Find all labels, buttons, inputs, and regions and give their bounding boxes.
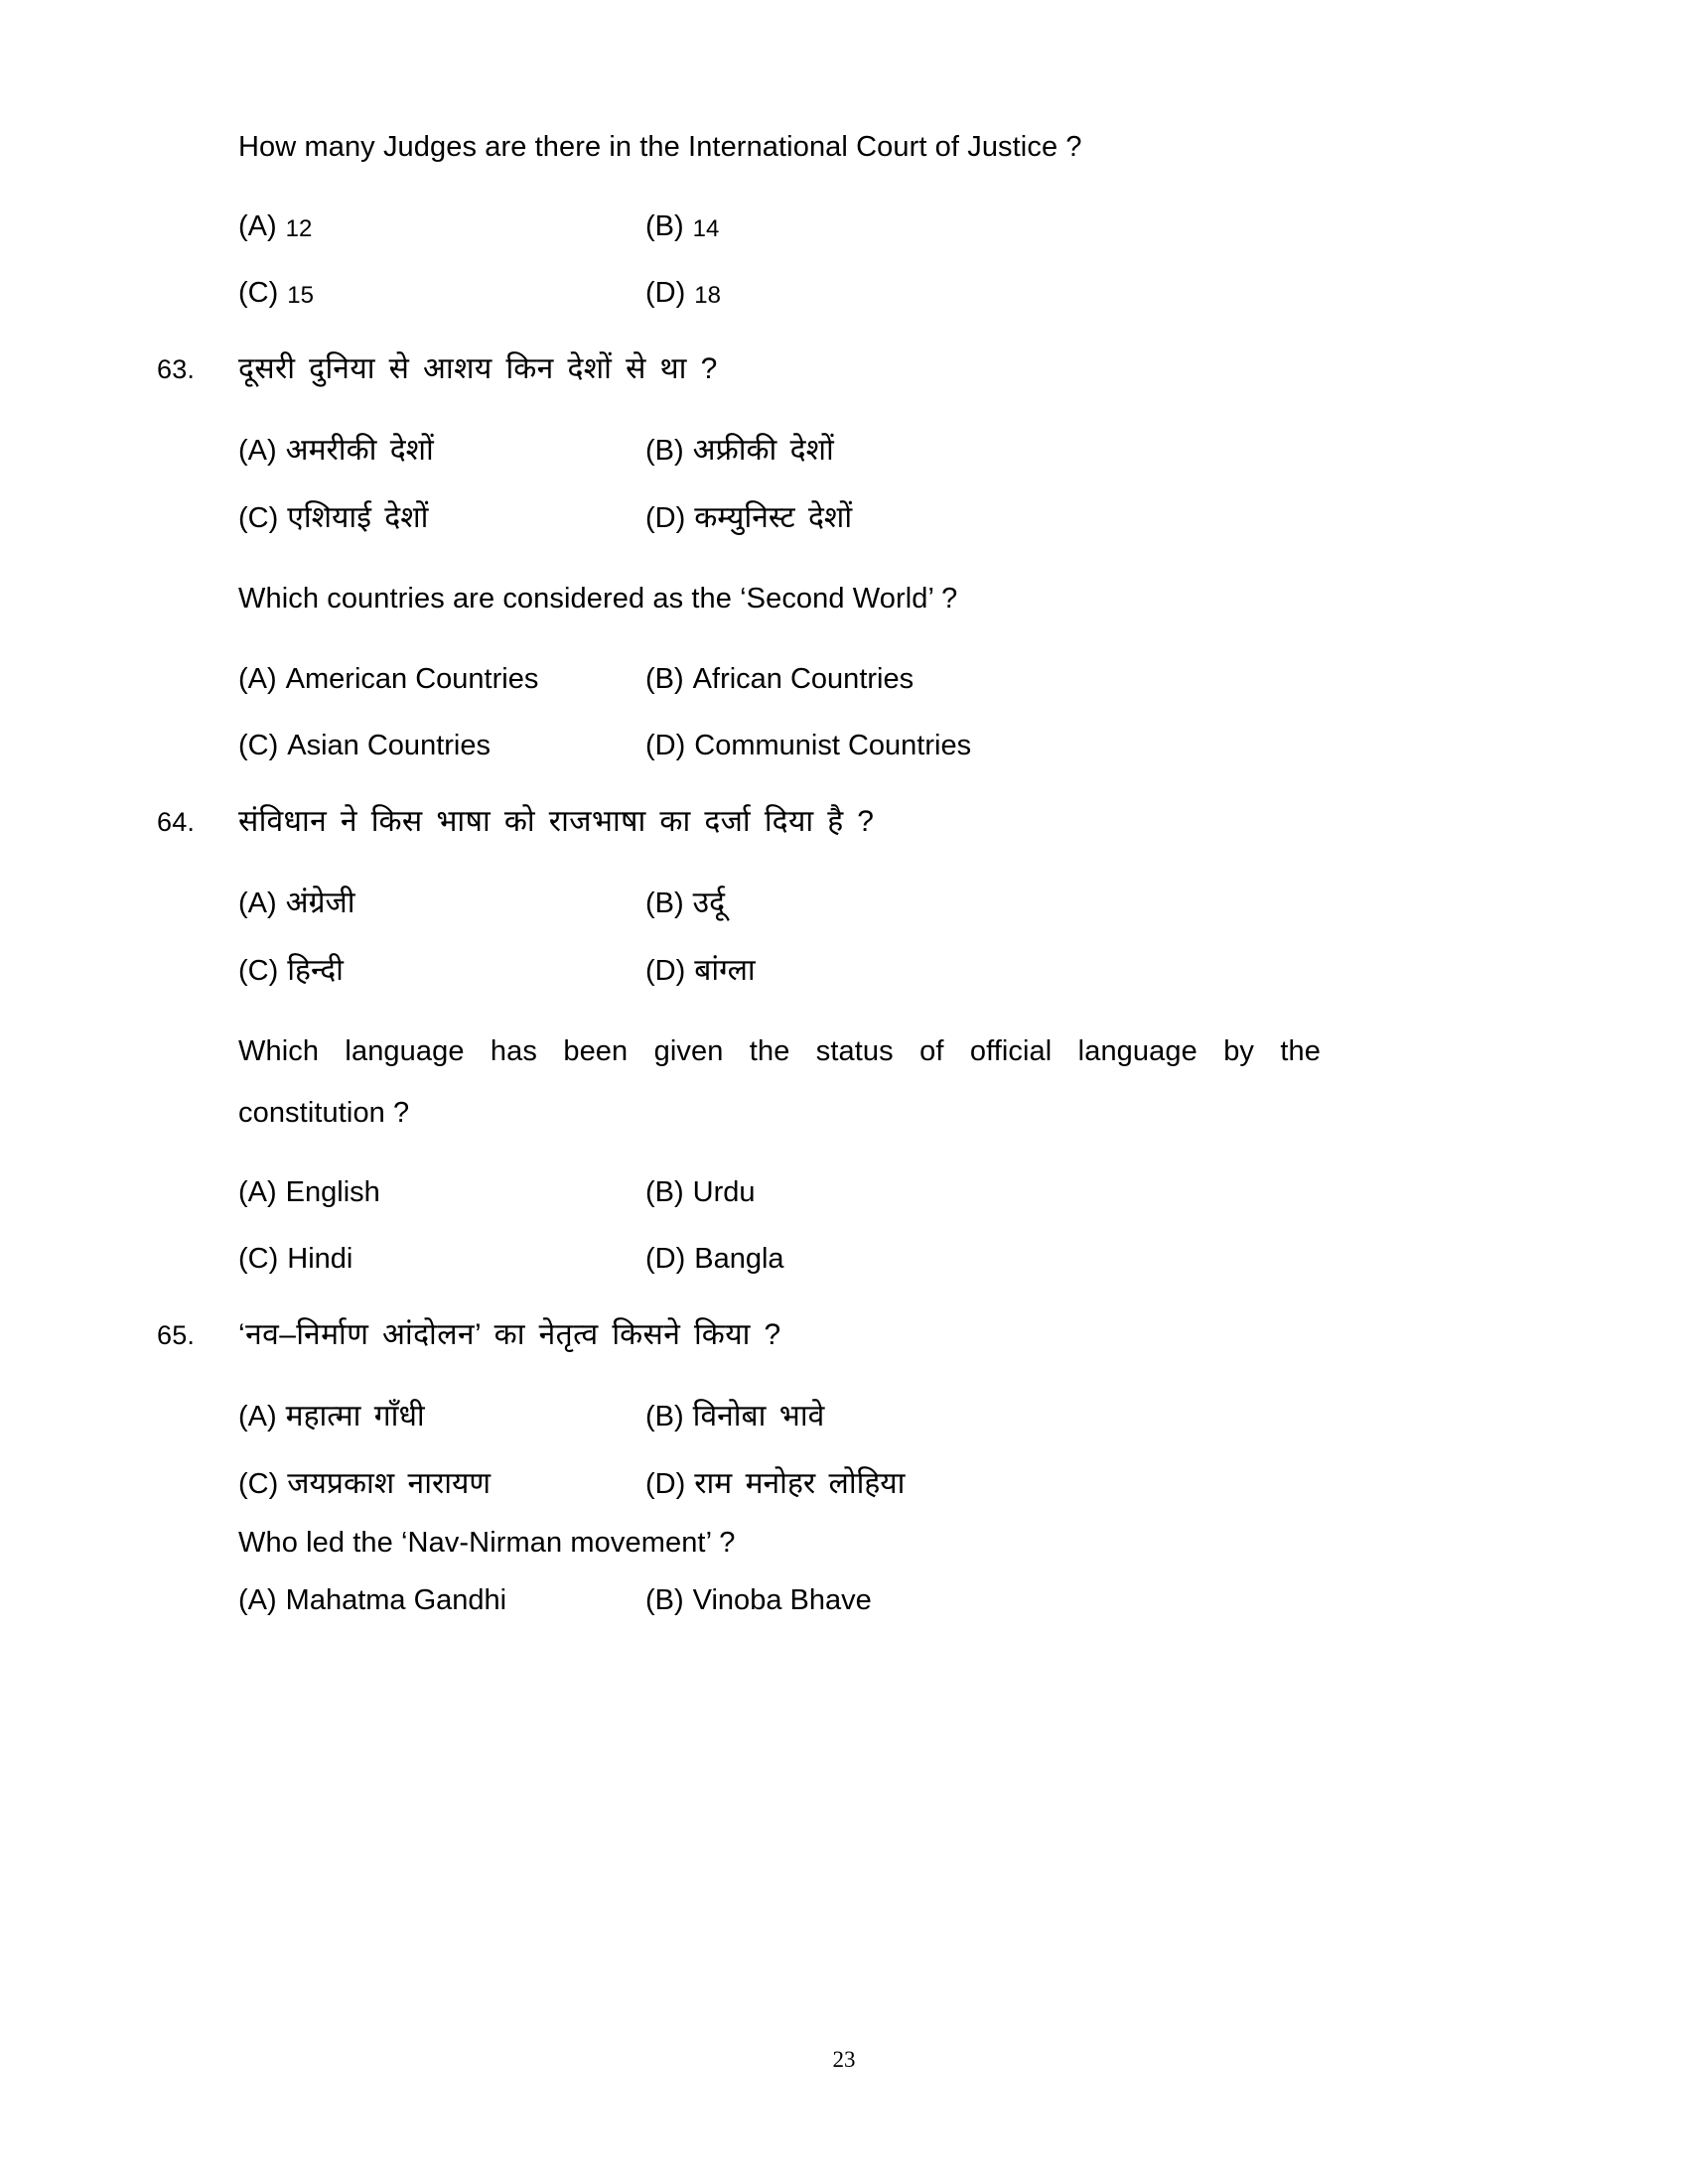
- option-d-value: Communist Countries: [694, 729, 972, 761]
- option-d-value: बांग्ला: [694, 953, 756, 987]
- question-row-64: [157, 802, 1390, 841]
- option-a[interactable]: [238, 212, 645, 241]
- option-d-label: (D): [645, 1468, 686, 1500]
- option-d[interactable]: [645, 279, 1390, 308]
- option-c-value: 15: [287, 282, 314, 310]
- option-b-value: African Countries: [692, 662, 914, 695]
- question-text-english-63: Which countries are considered as the ‘Second World’ ?: [238, 583, 958, 615]
- option-c-label: (C): [238, 1468, 279, 1500]
- option-a-english[interactable]: [238, 1586, 645, 1615]
- option-d-label: (D): [645, 1243, 686, 1275]
- options-grid-english-65: [238, 1586, 1390, 1615]
- option-c-english[interactable]: [238, 1245, 645, 1274]
- option-b-label: (B): [645, 435, 684, 468]
- option-a-value: American Countries: [285, 662, 539, 695]
- option-c-hindi[interactable]: [238, 953, 645, 987]
- option-a-label: (A): [238, 1176, 277, 1208]
- question-block-icj: [238, 129, 1390, 308]
- option-d-value: Bangla: [694, 1243, 784, 1275]
- option-a-label: (A): [238, 210, 277, 243]
- option-a-label: (A): [238, 662, 277, 695]
- question-row-63-english: [238, 581, 1390, 616]
- option-b-label: (B): [645, 210, 684, 243]
- option-d-label: (D): [645, 954, 686, 987]
- option-a-hindi[interactable]: [238, 436, 645, 466]
- option-b-value: अफ्रीकी देशों: [692, 434, 834, 468]
- option-d-hindi[interactable]: [645, 953, 1390, 987]
- question-row-63: [157, 349, 1390, 388]
- options-grid-hindi-63-2: [238, 503, 1390, 533]
- option-a-english[interactable]: [238, 1178, 645, 1207]
- option-c-label: (C): [238, 954, 279, 987]
- option-d-label: (D): [645, 729, 686, 761]
- question-text-hindi-63: दूसरी दुनिया से आशय किन देशों से था ?: [238, 352, 718, 386]
- option-c-label: (C): [238, 729, 279, 761]
- option-a-value: English: [285, 1176, 380, 1208]
- options-grid-english-63: [238, 662, 1390, 695]
- option-a-value: अमरीकी देशों: [285, 434, 434, 468]
- question-block-65: [157, 1315, 1390, 1617]
- question-number-65: 65.: [157, 1320, 196, 1350]
- option-d-hindi[interactable]: [645, 1469, 1390, 1499]
- option-a-label: (A): [238, 435, 277, 468]
- option-c-value: हिन्दी: [287, 953, 344, 987]
- option-b-value: उर्दू: [692, 886, 726, 919]
- option-c-label: (C): [238, 502, 279, 535]
- question-row: [238, 129, 1390, 165]
- option-b-label: (B): [645, 887, 684, 919]
- option-b-hindi[interactable]: [645, 1402, 1390, 1432]
- option-b-english[interactable]: [645, 1178, 1390, 1207]
- option-c-english[interactable]: [238, 729, 645, 761]
- option-b-hindi[interactable]: [645, 436, 1390, 466]
- option-a-hindi[interactable]: [238, 888, 645, 918]
- option-b-value: 14: [692, 215, 720, 243]
- option-a-label: (A): [238, 1401, 277, 1433]
- option-c-value: Asian Countries: [287, 729, 491, 761]
- option-b-english[interactable]: [645, 662, 1390, 695]
- option-a-label: (A): [238, 1584, 277, 1617]
- option-c-hindi[interactable]: [238, 1469, 645, 1499]
- option-b-label: (B): [645, 1176, 684, 1208]
- options-grid-english-63-2: [238, 729, 1390, 761]
- option-b-label: (B): [645, 662, 684, 695]
- option-d-value: 18: [694, 282, 721, 310]
- option-a-value: अंग्रेजी: [285, 886, 355, 919]
- option-a-value: 12: [285, 215, 313, 243]
- option-c-hindi[interactable]: [238, 503, 645, 533]
- question-number-63: 63.: [157, 354, 196, 385]
- question-text-english-64-line1: Which language has been given the status of official language by the: [238, 1034, 1321, 1067]
- option-b-value: विनोबा भावे: [692, 1400, 825, 1433]
- question-text-hindi-64: संविधान ने किस भाषा को राजभाषा का दर्जा दिया है ?: [238, 804, 875, 838]
- question-text-english: How many Judges are there in the International Court of Justice ?: [238, 131, 1082, 163]
- option-b-value: Vinoba Bhave: [692, 1584, 872, 1617]
- options-grid-english: [238, 212, 1390, 241]
- option-b-value: Urdu: [692, 1176, 756, 1208]
- question-row-64-english-l2: [238, 1095, 1390, 1131]
- question-text-english-65: Who led the ‘Nav-Nirman movement’ ?: [238, 1527, 736, 1559]
- question-row-64-english-l1: [238, 1033, 1390, 1069]
- option-b-hindi[interactable]: [645, 888, 1390, 918]
- options-grid-hindi-65: [238, 1402, 1390, 1432]
- option-a-hindi[interactable]: [238, 1402, 645, 1432]
- question-block-64: [157, 802, 1390, 1275]
- options-grid-english-64: [238, 1178, 1390, 1207]
- option-b-english[interactable]: [645, 1586, 1390, 1615]
- option-a-label: (A): [238, 887, 277, 919]
- option-b[interactable]: [645, 212, 1390, 241]
- options-grid-hindi-64: [238, 888, 1390, 918]
- options-grid-hindi-64-2: [238, 953, 1390, 987]
- option-d-label: (D): [645, 502, 686, 535]
- option-a-value: महात्मा गाँधी: [285, 1400, 425, 1433]
- question-block-63: [157, 349, 1390, 761]
- question-number-64: 64.: [157, 806, 196, 837]
- options-grid-english-64-2: [238, 1245, 1390, 1274]
- options-grid-hindi-63: [238, 436, 1390, 466]
- option-d-hindi[interactable]: [645, 503, 1390, 533]
- option-a-value: Mahatma Gandhi: [285, 1584, 507, 1617]
- option-c-label: (C): [238, 277, 279, 310]
- option-c[interactable]: [238, 279, 645, 308]
- option-d-english[interactable]: [645, 729, 1390, 761]
- question-text-hindi-65: ‘नव–निर्माण आंदोलन’ का नेतृत्व किसने किया ?: [238, 1318, 781, 1351]
- question-text-english-64-line2: constitution ?: [238, 1096, 410, 1129]
- question-row-65: [157, 1315, 1390, 1354]
- option-b-label: (B): [645, 1584, 684, 1617]
- question-row-65-english: [238, 1525, 1390, 1561]
- option-c-value: जयप्रकाश नारायण: [287, 1467, 492, 1500]
- option-d-value: कम्युनिस्ट देशों: [694, 501, 853, 535]
- option-b-label: (B): [645, 1401, 684, 1433]
- option-c-value: एशियाई देशों: [287, 501, 429, 535]
- page-number: 23: [832, 2047, 856, 2072]
- option-d-english[interactable]: [645, 1245, 1390, 1274]
- option-c-value: Hindi: [287, 1243, 353, 1275]
- option-a-english[interactable]: [238, 662, 645, 695]
- option-c-label: (C): [238, 1243, 279, 1275]
- option-d-value: राम मनोहर लोहिया: [694, 1467, 906, 1500]
- options-grid-english-2: [238, 279, 1390, 308]
- option-d-label: (D): [645, 277, 686, 310]
- options-grid-hindi-65-2: [238, 1469, 1390, 1499]
